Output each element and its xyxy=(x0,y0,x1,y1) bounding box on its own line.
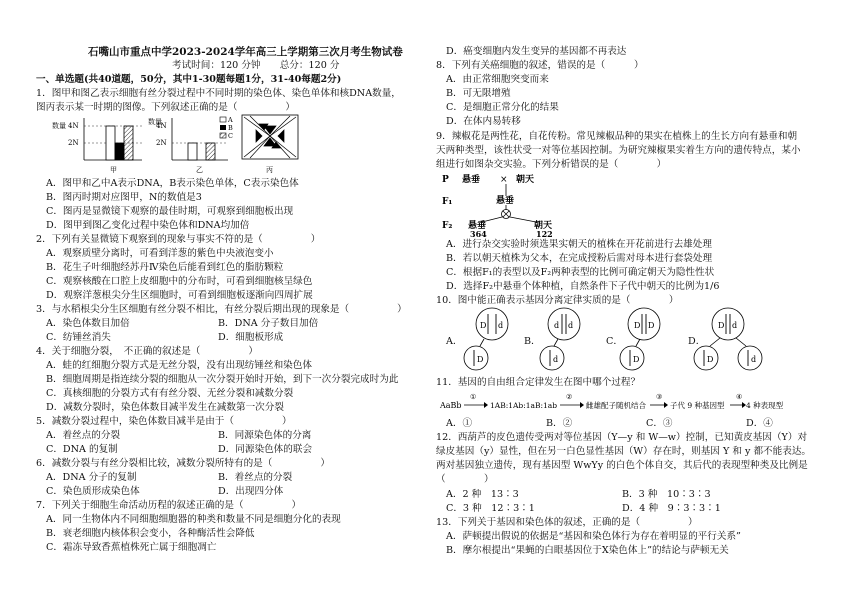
q3-option-a[interactable]: A．染色体数目加倍 xyxy=(46,318,130,329)
q1-tick-4n-jia: 4N xyxy=(68,122,79,130)
q1-legend-c: C xyxy=(228,132,233,140)
q3-option-c[interactable]: C．纺锤丝消失 xyxy=(46,332,111,343)
q10-figure-c xyxy=(620,308,660,370)
q9-f2-upright: 朝天 xyxy=(534,221,553,231)
q4-option-d[interactable]: D．减数分裂时，染色体数目减半发生在减数第一次分裂 xyxy=(46,402,284,413)
q10-b-allele-small-2: d xyxy=(568,321,574,330)
q1-stem-line1: 1．图甲和图乙表示细胞有丝分裂过程中不同时期的染色体、染色单体和核DNA数量， xyxy=(36,88,401,99)
q9-line-to-f2b xyxy=(510,217,536,222)
q11-flow-diagram xyxy=(440,391,784,415)
q1-legend-c-swatch xyxy=(220,133,226,138)
exam-meta: 考试时间：120 分钟 总分：120 分 xyxy=(172,60,340,71)
q1-option-b[interactable]: B．图丙时期对应图甲，N的数值是3 xyxy=(46,192,202,203)
q12-option-d[interactable]: D．4 种 9∶3∶3∶1 xyxy=(622,503,721,514)
q11-step-1: ① xyxy=(470,393,477,401)
q4-option-b[interactable]: B．细胞周期是指连续分裂的细胞从一次分裂开始时开始，到下一次分裂完成时为此 xyxy=(46,374,399,385)
q1-option-d[interactable]: D．图甲到图乙变化过程中染色体和DNA均加倍 xyxy=(46,220,250,231)
q1-bar-yi-a xyxy=(188,143,197,160)
q1-ylabel-yi: 数量 xyxy=(148,118,162,126)
q10-d-daughter2-allele: d xyxy=(751,355,757,364)
q1-legend-b-swatch xyxy=(220,125,226,130)
q2-stem: 2．下列有关显微镜下观察到的现象与事实不符的是（ ） xyxy=(36,234,321,245)
q13-option-b[interactable]: B．摩尔根提出“果蝇的白眼基因位于X染色体上”的结论与萨顿无关 xyxy=(446,545,729,556)
q10-figure-b xyxy=(540,308,580,370)
q9-option-d[interactable]: D．选择F₂中悬垂个体种植，自然条件下子代中朝天的比例为1/6 xyxy=(446,281,720,292)
q10-d-allele-big: D xyxy=(718,321,725,330)
q10-option-d[interactable]: D． xyxy=(688,336,706,347)
q1-stem-line2: 图丙表示某一时期的图像。下列叙述正确的是（ ） xyxy=(36,102,296,113)
q1-tick-2n-jia: 2N xyxy=(68,139,79,147)
q6-stem: 6．减数分裂与有丝分裂相比较，减数分裂所特有的是（ ） xyxy=(36,458,330,469)
q1-tick-4n-yi: 4N xyxy=(156,122,167,130)
q8-stem: 8．下列有关癌细胞的叙述，错误的是（ ） xyxy=(436,60,644,71)
q9-parent1: 悬垂 xyxy=(462,175,481,185)
q9-count-pendulous: 364 xyxy=(470,229,487,239)
q3-stem: 3．与水稻根尖分生区细胞有丝分裂不相比，有丝分裂后期出现的现象是（ ） xyxy=(36,304,407,315)
q12-option-a[interactable]: A．2 种 13∶3 xyxy=(446,489,519,500)
q11-step-3: ③ xyxy=(656,393,663,401)
q10-option-b[interactable]: B． xyxy=(524,336,541,347)
q13-option-a[interactable]: A．萨顿提出假说的依据是“基因和染色体行为存在着明显的平行关系” xyxy=(446,531,741,542)
q5-option-d[interactable]: D．同源染色体的联会 xyxy=(218,444,313,455)
q9-label-f2: F₂ xyxy=(442,221,453,231)
q1-bar-jia-c xyxy=(124,126,133,160)
q10-b-allele-small-1: d xyxy=(554,321,560,330)
q1-bar-jia-a xyxy=(106,126,115,160)
q1-ylabel-jia: 数量 xyxy=(52,122,66,130)
q11-arrowhead-3 xyxy=(664,402,668,408)
q4-stem: 4．关于细胞分裂， 不正确的叙述是（ ） xyxy=(36,346,258,357)
q10-option-a[interactable]: A． xyxy=(446,336,463,347)
q9-label-f1: F₁ xyxy=(442,197,453,207)
q13-stem: 13．下列关于基因和染色体的叙述，正确的是（ ） xyxy=(436,517,698,528)
q11-option-d[interactable]: D．④ xyxy=(746,418,773,429)
q7-option-c[interactable]: C．霜冻导致香蕉植株死亡属于细胞凋亡 xyxy=(46,542,217,553)
q9-f1-value: 悬垂 xyxy=(496,196,515,206)
q7-option-b[interactable]: B．衰老细胞内核体积会变小，各种酶活性会降低 xyxy=(46,528,255,539)
q9-stem-line1: 9．辣椒花是两性花，自花传粉。常见辣椒品种的果实在植株上的生长方向有悬垂和朝 xyxy=(436,131,798,142)
q10-option-c[interactable]: C． xyxy=(606,336,623,347)
q11-arrowhead-2 xyxy=(580,402,584,408)
q11-step-2: ② xyxy=(566,393,573,401)
q10-figures xyxy=(460,306,790,376)
q10-a-daughter-allele: D xyxy=(477,355,484,364)
q6-option-b[interactable]: B．着丝点的分裂 xyxy=(218,472,293,483)
q1-legend-a: A xyxy=(228,116,233,124)
q9-option-b[interactable]: B．若以朝天植株为父本，在完成授粉后需对母本进行套袋处理 xyxy=(446,253,713,264)
q3-option-b[interactable]: B．DNA 分子数目加倍 xyxy=(218,318,319,329)
q9-f2-pendulous: 悬垂 xyxy=(468,221,487,231)
q10-c-allele-big: D xyxy=(634,321,641,330)
q11-flow-fertilization: 雌雄配子随机结合 xyxy=(586,401,646,410)
q10-b-daughter-allele: d xyxy=(553,355,559,364)
q9-option-c[interactable]: C．根据F₁的表型以及F₂两种表型的比例可确定朝天为隐性性状 xyxy=(446,267,715,278)
q9-parent2: 朝天 xyxy=(516,175,535,185)
q8-option-d[interactable]: D．在体内易转移 xyxy=(446,116,521,127)
q9-stem-line3: 组进行如图杂交实验。下列分析错误的是（ ） xyxy=(436,159,667,170)
q10-a-allele-small: d xyxy=(498,321,504,330)
q1-legend-b: B xyxy=(228,124,233,132)
q1-bar-jia-b xyxy=(115,143,124,160)
q11-flow-start: AaBb xyxy=(440,401,462,410)
q11-stem: 11．基因的自由组合定律发生在图中哪个过程？ xyxy=(436,377,641,388)
q8-option-c[interactable]: C．是细胞正常分化的结果 xyxy=(446,102,559,113)
q10-d-daughter1-allele: D xyxy=(707,355,714,364)
q11-option-b[interactable]: B．② xyxy=(546,418,573,429)
q12-stem-line3: 两对基因独立遗传，现有基因型 WwYy 的白色个体自交，其后代的表现型种类及比例是 xyxy=(436,460,808,471)
q2-option-c[interactable]: C．观察核酸在口腔上皮细胞中的分布时，可看到细胞核呈绿色 xyxy=(46,276,313,287)
q8-option-b[interactable]: B．可无限增殖 xyxy=(446,88,511,99)
q7-stem: 7．下列关于细胞生命活动历程的叙述正确的是（ ） xyxy=(36,500,302,511)
q5-stem: 5．减数分裂过程中，染色体数目减半是由于（ ） xyxy=(36,416,292,427)
q10-stem: 10．图中能正确表示基因分离定律实质的是（ ） xyxy=(436,295,679,306)
q9-label-p: P xyxy=(442,175,449,185)
q9-option-a[interactable]: A．进行杂交实验时须选果实朝天的植株在开花前进行去雄处理 xyxy=(446,239,712,250)
q10-figure-a xyxy=(464,308,508,370)
q7-option-d[interactable]: D．癌变细胞内发生变异的基因都不再表达 xyxy=(446,46,627,57)
q7-option-a[interactable]: A．同一生物体内不同细胞细胞器的种类和数量不同是细胞分化的表现 xyxy=(46,514,341,525)
q4-option-c[interactable]: C．真核细胞的分裂方式有有丝分裂、无丝分裂和减数分裂 xyxy=(46,388,294,399)
q3-option-d[interactable]: D．细胞板形成 xyxy=(218,332,284,343)
q9-stem-line2: 天两种类型，该性状受一对等位基因控制。为研究辣椒果实着生方向的遗传特点，某小 xyxy=(436,145,801,156)
q11-option-a[interactable]: A．① xyxy=(446,418,473,429)
q1-label-jia: 甲 xyxy=(110,166,117,174)
section-heading: 一、单选题(共40道题，50分，其中1-30题每题1分，31-40每题2分) xyxy=(36,74,342,85)
q11-flow-end: 4 种表现型 xyxy=(746,401,784,410)
q11-option-c[interactable]: C．③ xyxy=(646,418,673,429)
q1-figure xyxy=(50,114,310,176)
q10-c-allele-big-2: D xyxy=(648,321,655,330)
q12-option-b[interactable]: B．3 种 10∶3∶3 xyxy=(622,489,711,500)
q1-label-bing: 丙 xyxy=(266,166,273,174)
q5-option-b[interactable]: B．同源染色体的分离 xyxy=(218,430,312,441)
q10-c-daughter-allele: D xyxy=(633,355,640,364)
q11-step-4: ④ xyxy=(736,393,743,401)
exam-title: 石嘴山市重点中学2023-2024学年高三上学期第三次月考生物试卷 xyxy=(88,46,403,58)
q9-cross-symbol: × xyxy=(500,175,508,185)
q11-flow-genotypes: 子代 9 种基因型 xyxy=(670,401,725,410)
q2-option-d[interactable]: D．观察洋葱根尖分生区细胞时，可看到细胞板逐渐向四周扩展 xyxy=(46,290,313,301)
q12-stem-line2: 绿皮基因（y）显性，但在另一白色显性基因（W）存在时，则基因 Y 和 y 都不能表达。 xyxy=(436,446,812,457)
q11-flow-gametes: 1AB:1Ab:1aB:1ab xyxy=(490,401,558,410)
q12-stem-line1: 12．西葫芦的皮色遗传受两对等位基因（Y—y 和 W—w）控制，已知黄皮基因（Y）对 xyxy=(436,432,808,443)
q1-tick-2n-yi: 2N xyxy=(156,139,167,147)
q9-cross-diagram xyxy=(440,172,620,238)
q10-a-allele-big: D xyxy=(480,321,487,330)
q6-option-a[interactable]: A．DNA 分子的复制 xyxy=(46,472,137,483)
q4-option-a[interactable]: A．蛙的红细胞分裂方式是无丝分裂，没有出现纺锤丝和染色体 xyxy=(46,360,312,371)
q10-d-allele-small: d xyxy=(732,321,738,330)
q1-option-a[interactable]: A．图甲和乙中A表示DNA，B表示染色单体，C表示染色体 xyxy=(46,178,299,189)
q10-figure-d xyxy=(694,308,762,370)
q2-option-a[interactable]: A．观察质壁分离时，可看到洋葱的紫色中央液泡变小 xyxy=(46,248,274,259)
q1-bar-yi-c xyxy=(206,143,215,160)
q9-count-upright: 122 xyxy=(536,229,553,239)
q1-label-yi: 乙 xyxy=(196,166,203,174)
q5-option-a[interactable]: A．着丝点的分裂 xyxy=(46,430,121,441)
q2-option-b[interactable]: B．花生子叶细胞经苏丹Ⅳ染色后能看到红色的脂肪颗粒 xyxy=(46,262,284,273)
q12-option-c[interactable]: C．3 种 12∶3∶1 xyxy=(446,503,535,514)
q1-option-c[interactable]: C．图丙是显微镜下观察的最佳时期，可观察到细胞板出现 xyxy=(46,206,294,217)
q1-legend-a-swatch xyxy=(220,117,226,122)
q11-arrowhead-1 xyxy=(484,402,488,408)
q12-stem-line4: （ ） xyxy=(436,474,494,485)
q8-option-a[interactable]: A．由正常细胞突变而来 xyxy=(446,74,549,85)
q6-option-d[interactable]: D．出现四分体 xyxy=(218,486,284,497)
q5-option-c[interactable]: C．DNA 的复制 xyxy=(46,444,118,455)
q6-option-c[interactable]: C．染色质形成染色体 xyxy=(46,486,140,497)
